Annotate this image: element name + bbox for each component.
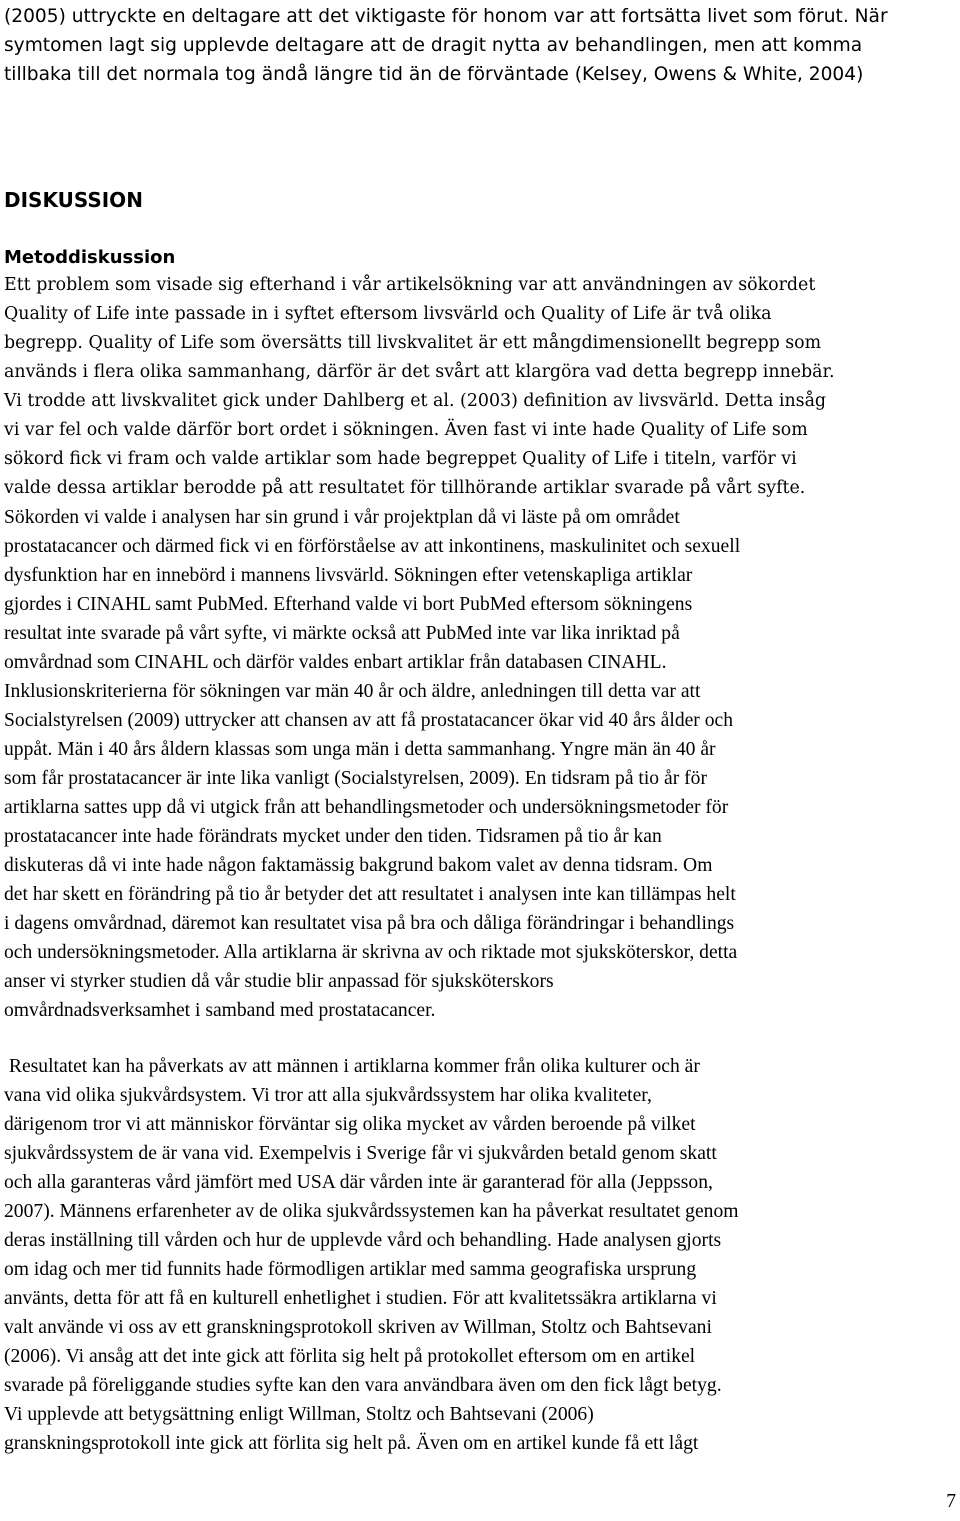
text-line: vana vid olika sjukvårdsystem. Vi tror att alla sjukvårdssystem har olika kvaliteter,: [4, 1085, 652, 1106]
text-line: sökord fick vi fram och valde artiklar som hade begreppet Quality of Life i titeln, varför vi: [4, 449, 797, 469]
text-line: valt använde vi oss av ett granskningsprotokoll skriven av Willman, Stoltz och Bahtsevani: [4, 1317, 712, 1338]
text-line: använts, detta för att få en kulturell enhetlighet i studien. För att kvalitetssäkra artiklarna vi: [4, 1288, 717, 1309]
page-number: 7: [946, 1491, 956, 1512]
text-line: prostatacancer inte hade förändrats mycket under den tiden. Tidsramen på tio år kan: [4, 826, 662, 847]
text-line: begrepp. Quality of Life som översätts till livskvalitet är ett mångdimensionellt begrepp som: [4, 333, 822, 353]
text-line: och alla garanteras vård jämfört med USA där vården inte är garanterad för alla (Jeppsson,: [4, 1172, 713, 1193]
text-line: som får prostatacancer är inte lika vanligt (Socialstyrelsen, 2009). En tidsram på tio år för: [4, 768, 707, 789]
text-line: diskuteras då vi inte hade någon faktamässig bakgrund bakom valet av denna tidsram. Om: [4, 855, 713, 876]
subsection-heading: Metoddiskussion: [4, 247, 176, 268]
text-line: dysfunktion har en innebörd i mannens livsvärld. Sökningen efter vetenskapliga artiklar: [4, 565, 693, 586]
text-line: resultat inte svarade på vårt syfte, vi märkte också att PubMed inte var lika inriktad på: [4, 623, 680, 644]
text-line: används i flera olika sammanhang, därför är det svårt att klargöra vad detta begrepp innebär.: [4, 362, 835, 382]
text-line: artiklarna sattes upp då vi utgick från att behandlingsmetoder och undersökningsmetoder för: [4, 797, 729, 818]
text-line: Resultatet kan ha påverkats av att männen i artiklarna kommer från olika kulturer och är: [4, 1056, 700, 1077]
text-line: deras inställning till vården och hur de upplevde vård och behandling. Hade analysen gjorts: [4, 1230, 722, 1251]
top-paragraph: [4, 2, 888, 89]
text-line: Inklusionskriterierna för sökningen var män 40 år och äldre, anledningen till detta var att: [4, 681, 701, 702]
text-line: Vi upplevde att betygsättning enligt Willman, Stoltz och Bahtsevani (2006): [4, 1404, 594, 1425]
section-heading: DISKUSSION: [4, 188, 143, 212]
text-line: Quality of Life inte passade in i syftet eftersom livsvärld och Quality of Life är två olika: [4, 304, 772, 324]
text-line: 2007). Männens erfarenheter av de olika sjukvårdssystemen kan ha påverkat resultatet genom: [4, 1201, 739, 1222]
text-line: Sökorden vi valde i analysen har sin grund i vår projektplan då vi läste på om området: [4, 507, 680, 528]
text-line: uppåt. Män i 40 års åldern klassas som unga män i detta sammanhang. Yngre män än 40 år: [4, 739, 716, 760]
text-line: Socialstyrelsen (2009) uttrycker att chansen av att få prostatacancer ökar vid 40 års ålder och: [4, 710, 734, 731]
text-line: symtomen lagt sig upplevde deltagare att de dragit nytta av behandlingen, men att komma: [4, 35, 863, 56]
method-paragraph: [4, 271, 834, 1025]
text-line: prostatacancer och därmed fick vi en förförståelse av att inkontinens, maskulinitet och sexuell: [4, 536, 741, 557]
text-line: därigenom tror vi att människor förväntar sig olika mycket av vården beroende på vilket: [4, 1114, 696, 1135]
text-line: gjordes i CINAHL samt PubMed. Efterhand valde vi bort PubMed eftersom sökningens: [4, 594, 693, 615]
text-line: valde dessa artiklar berodde på att resultatet för tillhörande artiklar svarade på vårt syfte.: [4, 478, 806, 498]
text-line: omvårdnad som CINAHL och därför valdes enbart artiklar från databasen CINAHL.: [4, 652, 667, 673]
text-line: omvårdnadsverksamhet i samband med prostatacancer.: [4, 1000, 436, 1021]
text-line: tillbaka till det normala tog ändå längre tid än de förväntade (Kelsey, Owens & White, 2004): [4, 64, 864, 85]
results-paragraph: [4, 1052, 739, 1458]
text-line: Vi trodde att livskvalitet gick under Dahlberg et al. (2003) definition av livsvärld. Detta insåg: [4, 391, 827, 411]
text-line: i dagens omvårdnad, däremot kan resultatet visa på bra och dåliga förändringar i behandlings: [4, 913, 735, 934]
text-line: anser vi styrker studien då vår studie blir anpassad för sjuksköterskors: [4, 971, 554, 992]
text-line: (2005) uttryckte en deltagare att det viktigaste för honom var att fortsätta livet som förut. När: [4, 6, 888, 27]
text-line: och undersökningsmetoder. Alla artiklarna är skrivna av och riktade mot sjuksköterskor, detta: [4, 942, 738, 963]
text-line: (2006). Vi ansåg att det inte gick att förlita sig helt på protokollet eftersom om en artikel: [4, 1346, 696, 1367]
text-line: vi var fel och valde därför bort ordet i sökningen. Även fast vi inte hade Quality of Life som: [4, 420, 808, 440]
text-line: Ett problem som visade sig efterhand i vår artikelsökning var att användningen av sökordet: [4, 275, 816, 295]
text-line: granskningsprotokoll inte gick att förlita sig helt på. Även om en artikel kunde få ett lågt: [4, 1433, 699, 1454]
text-line: om idag och mer tid funnits hade förmodligen artiklar med samma geografiska ursprung: [4, 1259, 697, 1280]
text-line: det har skett en förändring på tio år betyder det att resultatet i analysen inte kan tillämpas helt: [4, 884, 736, 905]
text-line: sjukvårdssystem de är vana vid. Exempelvis i Sverige får vi sjukvården betald genom skatt: [4, 1143, 717, 1164]
text-line: svarade på föreliggande studies syfte kan den vara användbara även om den fick lågt betyg.: [4, 1375, 722, 1396]
